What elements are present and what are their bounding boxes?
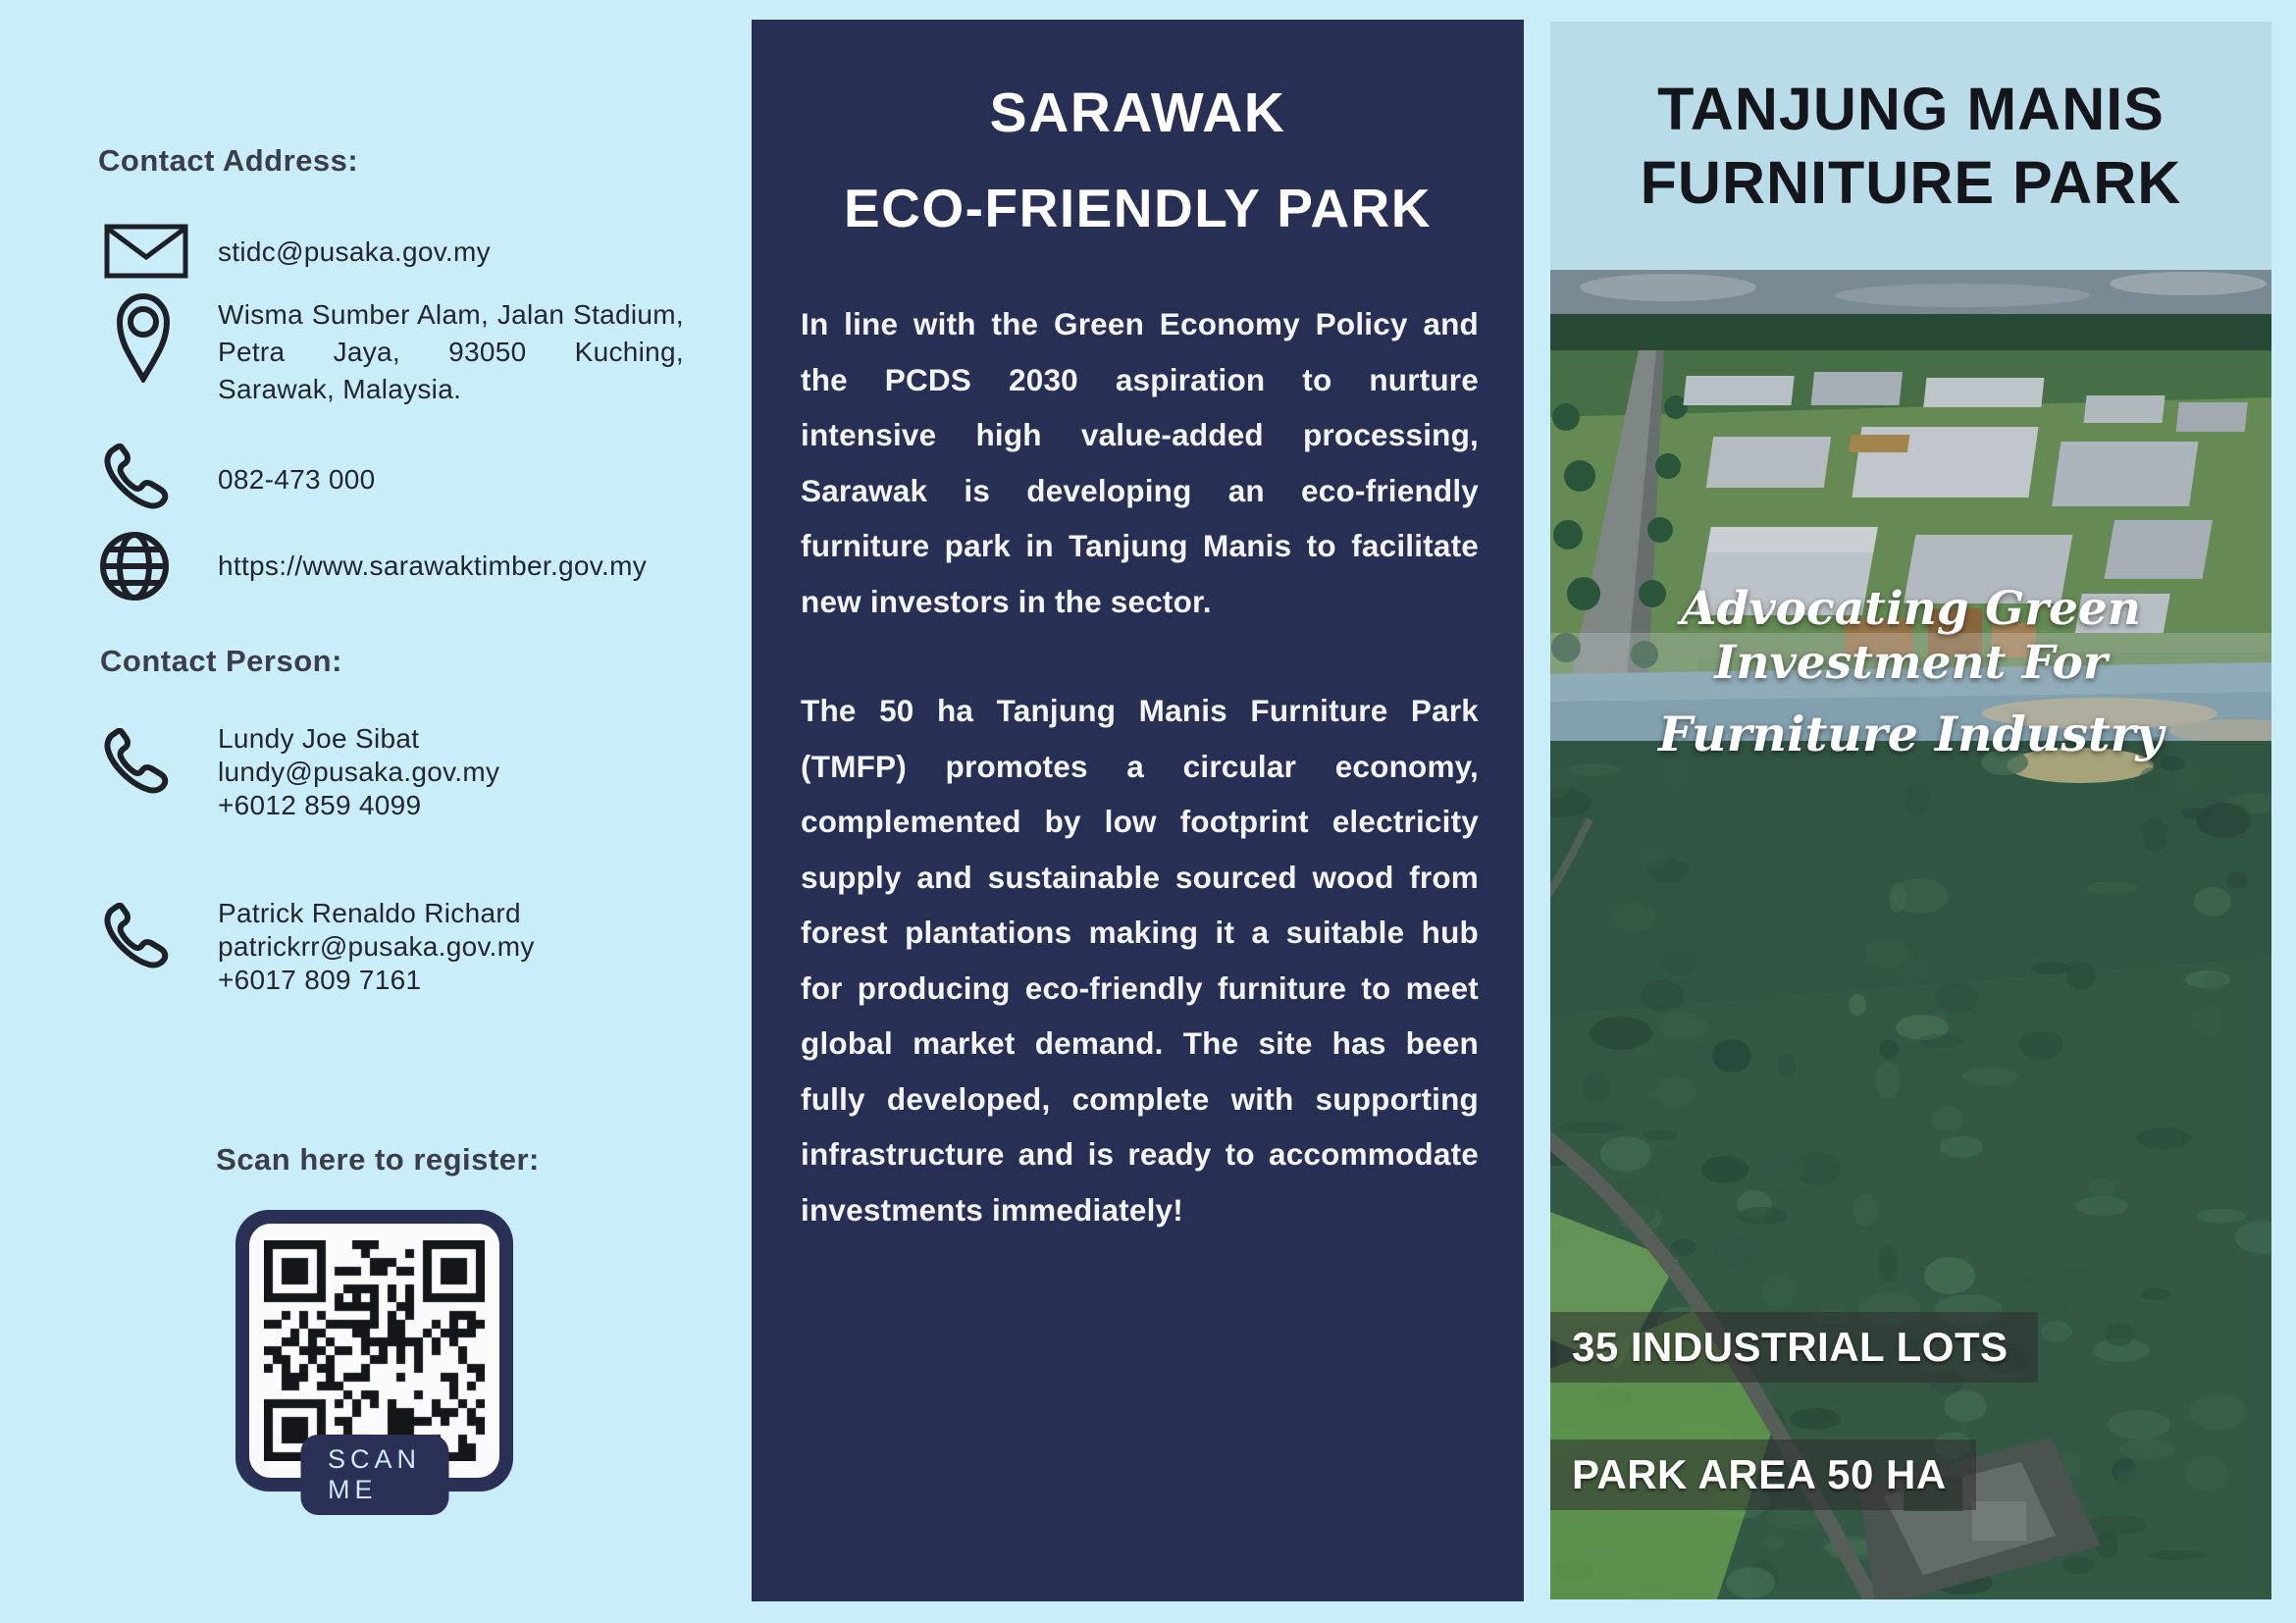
eco-park-paragraph-2: The 50 ha Tanjung Manis Furniture Park (TMFP) promotes a circular economy, complemented by low footprint electricity supply and sustainable sourced wood from forest plantations making it a suitable hub for producing eco-friendly furniture to meet global market demand. The site has been fully developed, complete with supporting infrastructure and is ready to accommodate investments immediately! [801,693,1479,1228]
contact-person-heading: Contact Person: [100,644,342,678]
eco-park-body [801,296,1479,1237]
industrial-lots-badge: 35 INDUSTRIAL LOTS [1550,1312,2038,1383]
contact-panel [0,0,751,1623]
contact-person-1 [218,722,499,822]
aerial-photo [1550,270,2271,1599]
scan-me-label: SCAN ME [300,1435,448,1515]
caption-line1: Advocating Green Investment For [1681,582,2141,690]
phone-icon [100,444,171,514]
person-name: Lundy Joe Sibat [218,723,420,754]
person-name: Patrick Renaldo Richard [218,898,521,928]
park-area-badge: PARK AREA 50 HA [1550,1440,1976,1510]
qr-code [235,1210,513,1504]
address-value: Wisma Sumber Alam, Jalan Stadium, Petra Jaya, 93050 Kuching, Sarawak, Malaysia. [218,299,684,404]
mid-title-line2: ECO-FRIENDLY PARK [844,178,1432,238]
photo-caption [1550,582,2271,762]
email-value[interactable]: stidc@pusaka.gov.my [218,236,491,267]
website-value[interactable]: https://www.sarawaktimber.gov.my [218,550,647,581]
person-phone: +6012 859 4099 [218,790,422,820]
park-title-line1: TANJUNG MANIS [1657,75,2165,142]
contact-address-heading: Contact Address: [98,143,359,178]
email-icon [104,224,188,279]
contact-person-2 [218,897,535,997]
park-title-block [1550,22,2271,270]
globe-icon [98,530,171,602]
person-email[interactable]: patrickrr@pusaka.gov.my [218,931,535,962]
phone-icon [100,903,171,973]
park-title-line2: FURNITURE PARK [1640,148,2182,216]
eco-park-paragraph-1: In line with the Green Economy Policy and the PCDS 2030 aspiration to nurture intensive high value-added processing, Sarawak is developing an eco-friendly furniture park in Tanjung Manis to facilitate new investors in the sector. [801,306,1479,619]
mid-title-line1: SARAWAK [989,81,1286,144]
person-email[interactable]: lundy@pusaka.gov.my [218,757,500,787]
location-pin-icon [116,292,171,383]
eco-park-panel [752,20,1524,1601]
caption-line2: Furniture Industry [1658,706,2164,762]
person-phone: +6017 809 7161 [218,965,422,995]
phone-icon [100,728,171,799]
scan-register-heading: Scan here to register: [216,1142,540,1177]
phone-value: 082-473 000 [218,464,376,495]
